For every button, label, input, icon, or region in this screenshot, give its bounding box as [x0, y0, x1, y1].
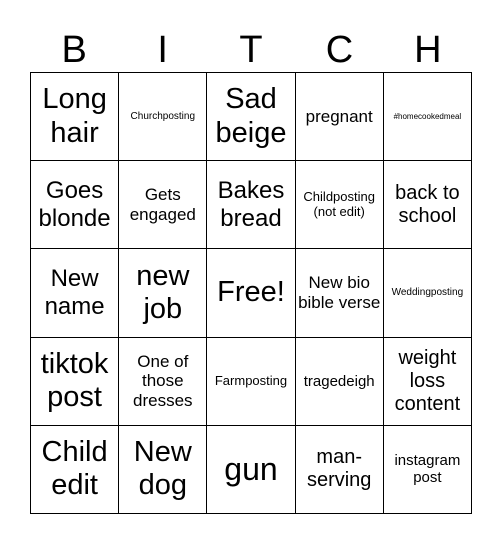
cell-text: New name — [44, 265, 105, 320]
cell-text: instagram post — [394, 452, 461, 487]
bingo-cell[interactable] — [31, 338, 119, 426]
bingo-cell[interactable] — [119, 426, 207, 514]
bingo-cell[interactable] — [119, 73, 207, 161]
cell-text: pregnant — [305, 106, 373, 126]
cell-text: Child edit — [41, 436, 108, 502]
header-letter-c: C — [325, 29, 354, 71]
bingo-cell[interactable] — [296, 338, 384, 426]
bingo-cell[interactable] — [207, 338, 295, 426]
bingo-cell[interactable] — [207, 426, 295, 514]
cell-text: tragedeigh — [303, 372, 375, 390]
bingo-cell[interactable] — [296, 249, 384, 337]
cell-text: Sad beige — [215, 83, 287, 149]
cell-text: gun — [224, 450, 278, 487]
bingo-cell[interactable] — [296, 161, 384, 249]
cell-text: new job — [136, 259, 190, 325]
bingo-cell[interactable] — [384, 249, 472, 337]
bingo-grid — [30, 72, 472, 514]
cell-text: back to school — [395, 181, 460, 227]
bingo-cell[interactable] — [296, 73, 384, 161]
header-letter-t: T — [239, 29, 263, 71]
header-letter-h: H — [414, 29, 442, 71]
bingo-cell[interactable] — [31, 249, 119, 337]
cell-text: Goes blonde — [38, 177, 111, 232]
cell-text: Free! — [217, 276, 285, 309]
free-cell[interactable] — [207, 249, 295, 337]
bingo-cell[interactable] — [207, 161, 295, 249]
header-letter-i: I — [157, 29, 168, 71]
cell-text: Long hair — [42, 83, 107, 149]
bingo-cell[interactable] — [296, 426, 384, 514]
bingo-cell[interactable] — [384, 338, 472, 426]
cell-text: Childposting (not edit) — [303, 188, 375, 219]
bingo-cell[interactable] — [119, 161, 207, 249]
header-letter-b: B — [61, 29, 87, 71]
bingo-cell[interactable] — [119, 249, 207, 337]
cell-text: weight loss content — [394, 346, 461, 415]
cell-text: Gets engaged — [129, 185, 196, 224]
bingo-cell[interactable] — [384, 161, 472, 249]
bingo-cell[interactable] — [384, 426, 472, 514]
bingo-cell[interactable] — [31, 73, 119, 161]
cell-text: #homecookedmeal — [393, 112, 462, 121]
bingo-cell[interactable] — [207, 73, 295, 161]
cell-text: Bakes bread — [217, 177, 285, 232]
cell-text: New bio bible verse — [298, 273, 381, 312]
cell-text: tiktok post — [40, 347, 109, 414]
bingo-cell[interactable] — [31, 161, 119, 249]
bingo-cell[interactable] — [384, 73, 472, 161]
bingo-cell[interactable] — [119, 338, 207, 426]
cell-text: Churchposting — [130, 110, 196, 122]
cell-text: man-serving — [306, 446, 372, 492]
bingo-cell[interactable] — [31, 426, 119, 514]
bingo-header — [30, 28, 472, 72]
cell-text: New dog — [133, 436, 192, 502]
cell-text: Weddingposting — [391, 287, 464, 299]
cell-text: Farmposting — [214, 372, 288, 388]
cell-text: One of those dresses — [133, 351, 193, 410]
